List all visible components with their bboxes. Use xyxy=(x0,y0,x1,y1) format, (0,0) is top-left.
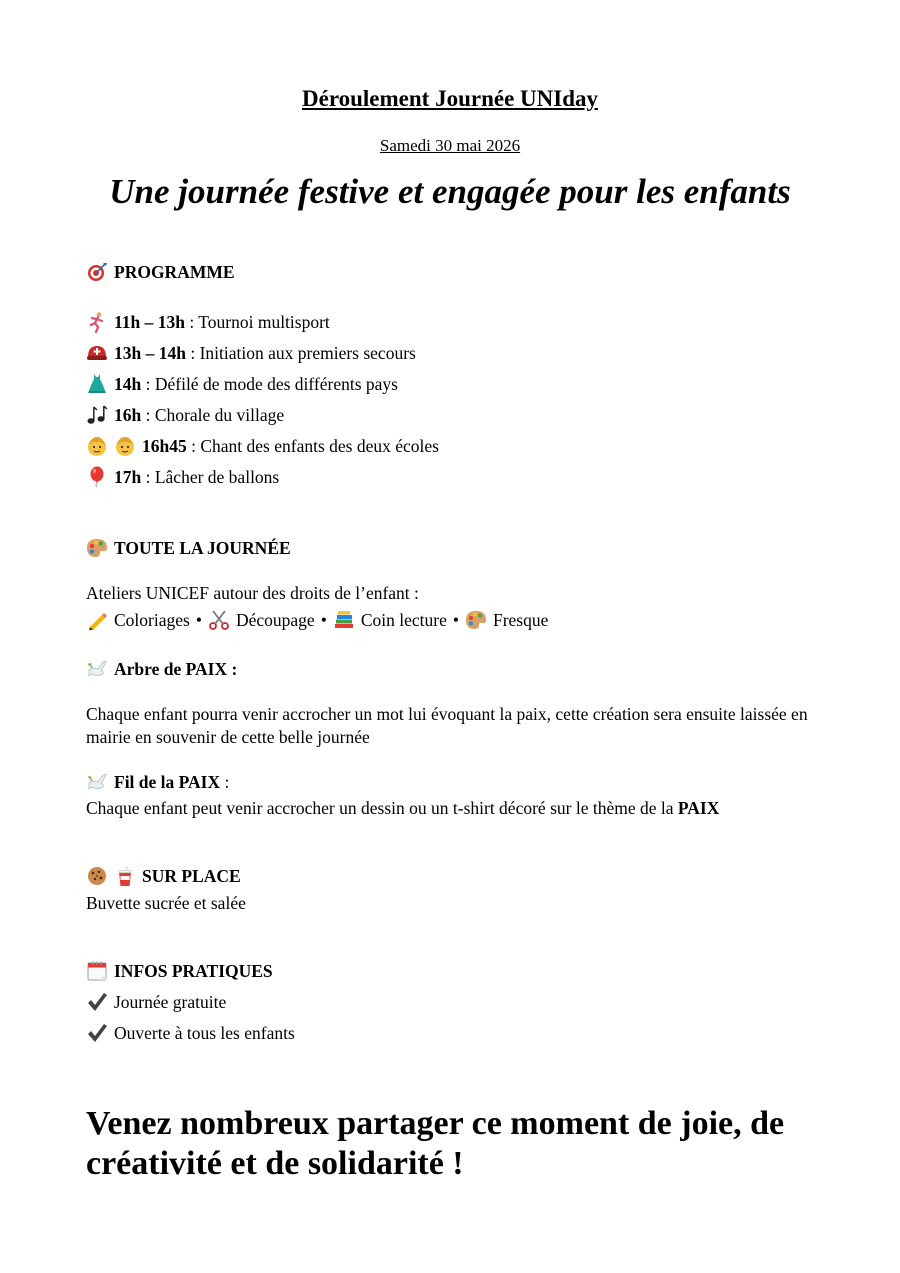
palette-icon xyxy=(86,537,108,559)
closing-statement: Venez nombreux partager ce moment de joie, de créativité et de solidarité ! xyxy=(86,1105,785,1182)
peace-thread-heading-text: Fil de la PAIX xyxy=(114,771,221,792)
practical-info-item xyxy=(86,990,226,1014)
practical-info-text: Journée gratuite xyxy=(114,991,227,1012)
atelier-item: Fresque xyxy=(492,609,549,630)
programme-time: 13h – 14h xyxy=(114,342,186,363)
on-site-heading-text: SUR PLACE xyxy=(142,865,241,886)
programme-heading xyxy=(86,260,235,284)
peace-thread-body: Chaque enfant peut venir accrocher un dessin ou un t-shirt décoré sur le thème de la xyxy=(86,798,678,818)
programme-activity: : Tournoi multisport xyxy=(185,311,330,332)
peace-tree-heading xyxy=(86,657,237,681)
programme-activity: : Chorale du village xyxy=(141,404,285,425)
programme-time: 16h45 xyxy=(142,435,187,456)
all-day-heading xyxy=(86,536,291,560)
peace-thread-heading-suffix: : xyxy=(220,771,230,792)
programme-item xyxy=(86,465,279,489)
balloon-icon xyxy=(86,466,108,488)
programme-item xyxy=(86,403,284,427)
books-icon xyxy=(333,609,355,631)
rescue-helmet-icon xyxy=(86,342,108,364)
atelier-item: Coin lecture xyxy=(360,609,447,630)
programme-heading-text: PROGRAMME xyxy=(114,261,235,282)
peace-tree-text: Chaque enfant pourra venir accrocher un mot lui évoquant la paix, cette création sera ensuite laissée en mairie en souvenir de cette belle journée xyxy=(86,704,808,747)
all-day-heading-text: TOUTE LA JOURNÉE xyxy=(114,537,291,558)
separator: • xyxy=(452,609,459,630)
peace-thread-bold: PAIX xyxy=(677,798,720,818)
peace-thread-text xyxy=(86,797,826,820)
programme-item xyxy=(86,310,330,334)
programme-item xyxy=(86,372,398,396)
check-mark-icon xyxy=(86,1022,108,1044)
on-site-heading xyxy=(86,864,241,888)
check-mark-icon xyxy=(86,991,108,1013)
cup-with-straw-icon xyxy=(114,865,136,887)
document-title: Déroulement Journée UNIday xyxy=(302,86,598,111)
dove-icon xyxy=(86,771,108,793)
music-notes-icon xyxy=(86,404,108,426)
atelier-item: Coloriages xyxy=(114,609,190,630)
dress-icon xyxy=(86,373,108,395)
event-date: Samedi 30 mai 2026 xyxy=(379,136,521,155)
tagline: Une journée festive et engagée pour les enfants xyxy=(109,172,791,211)
programme-time: 11h – 13h xyxy=(114,311,185,332)
on-site-text: Buvette sucrée et salée xyxy=(86,893,246,913)
palette-icon xyxy=(465,609,487,631)
peace-tree-heading-text: Arbre de PAIX : xyxy=(114,658,238,679)
separator: • xyxy=(320,609,327,630)
practical-info-heading xyxy=(86,959,273,983)
target-icon xyxy=(86,261,108,283)
programme-activity: : Défilé de mode des différents pays xyxy=(141,373,398,394)
programme-time: 16h xyxy=(114,404,142,425)
calendar-icon xyxy=(86,960,108,982)
programme-activity: : Lâcher de ballons xyxy=(141,466,280,487)
atelier-item: Découpage xyxy=(235,609,315,630)
scissors-icon xyxy=(208,609,230,631)
peace-thread-heading xyxy=(86,770,229,794)
ateliers-intro: Ateliers UNICEF autour des droits de l’enfant : xyxy=(86,583,419,603)
separator: • xyxy=(195,609,202,630)
pencil-icon xyxy=(86,609,108,631)
cookie-icon xyxy=(86,865,108,887)
programme-item xyxy=(86,434,439,458)
programme-time: 14h xyxy=(114,373,142,394)
practical-info-item xyxy=(86,1021,295,1045)
practical-info-text: Ouverte à tous les enfants xyxy=(114,1022,295,1043)
programme-time: 17h xyxy=(114,466,142,487)
programme-activity: : Chant des enfants des deux écoles xyxy=(186,435,439,456)
practical-info-heading-text: INFOS PRATIQUES xyxy=(114,960,273,981)
ateliers-list xyxy=(86,608,548,632)
child-face-icon xyxy=(86,435,108,457)
programme-activity: : Initiation aux premiers secours xyxy=(185,342,416,363)
programme-item xyxy=(86,341,416,365)
child-face-icon xyxy=(114,435,136,457)
dove-icon xyxy=(86,658,108,680)
runner-icon xyxy=(86,311,108,333)
